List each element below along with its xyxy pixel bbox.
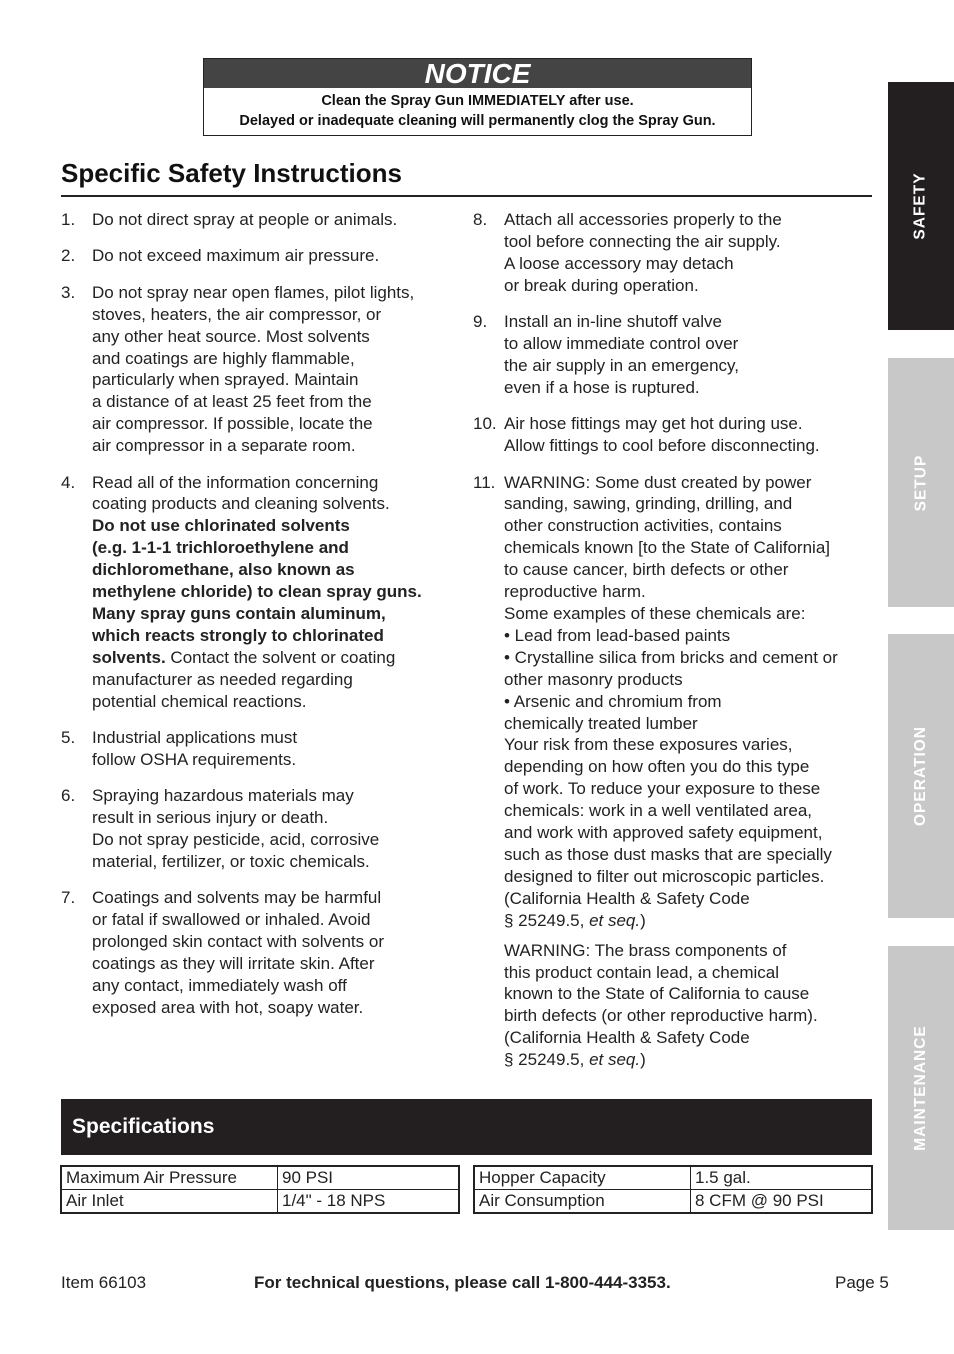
item-text: Spraying hazardous materials may result in serious injury or death. Do not spray pesticide, acid, corrosive material, fertilizer, or toxic chemicals. [92,786,380,872]
item-number: 2. [61,246,76,266]
item-number: 9. [473,312,488,332]
item-text-tail: Contact the solvent or coating manufacturer as needed regarding potential chemical reactions. [92,647,396,711]
instructions-left-column [61,209,456,1033]
notice-line-2: Delayed or inadequate cleaning will permanently clog the Spray Gun. [239,112,716,129]
item-number: 10. [473,414,497,434]
spec-value: 1.5 gal. [691,1167,872,1190]
spec-value: 90 PSI [278,1167,459,1190]
item-text: Do not exceed maximum air pressure. [92,246,380,266]
list-item [473,472,873,932]
item-text: Do not direct spray at people or animals. [92,210,398,229]
footer-support-phone: For technical questions, please call 1-800-444-3353. [254,1273,671,1292]
dust-warning-text: WARNING: Some dust created by power sanding, sawing, grinding, drilling, and other construction activities, contains chemicals known [to the State of California] to cause cancer, birth defects or other reproductive harm. Some examples of these chemicals are: • Lead from lead-based paints • Crystalline silica from bricks and cement or other masonry products • Arsenic and chromium from chemically treated lumber Your risk from these exposures varies, depending on how often you do this type of work. To reduce your exposure to these chemicals: work in a well ventilated area, and work with approved safety equipment, such as those dust masks that are specially designed to filter out microscopic particles. (California Health & Safety Code § 25249.5, [504,472,838,930]
notice-body [204,88,751,131]
spec-label: Air Inlet [62,1190,278,1213]
close-paren: ) [640,1050,646,1070]
tab-label: MAINTENANCE [912,1025,929,1151]
list-item [61,282,456,457]
spec-label: Maximum Air Pressure [62,1167,278,1190]
item-number: 1. [61,210,76,229]
item-number: 4. [61,472,76,492]
spec-table-left [61,1166,459,1213]
tab-maintenance[interactable] [888,946,954,1230]
et-seq-italic: et seq. [589,1050,641,1070]
table-row [62,1190,459,1213]
table-row [475,1167,872,1190]
item-text: Industrial applications must follow OSHA requirements. [92,728,298,769]
item-text: Air hose fittings may get hot during use. Allow fittings to cool before disconnecting. [504,414,820,456]
specifications-title: Specifications [72,1115,215,1138]
tab-setup[interactable] [888,358,954,607]
item-number: 7. [61,888,76,908]
list-item [473,311,873,399]
item-text: Attach all accessories properly to the tool before connecting the air supply. A loose accessory may detach or break during operation. [504,210,782,295]
notice-box [203,58,752,136]
list-item [473,413,873,457]
table-row [475,1190,872,1213]
specifications-header [61,1099,872,1155]
spec-table-right [474,1166,872,1213]
footer-page-number: Page 5 [835,1273,889,1292]
notice-line-1: Clean the Spray Gun IMMEDIATELY after use. [321,93,634,109]
item-text: Install an in-line shutoff valve to allow immediate control over the air supply in an emergency, even if a hose is ruptured. [504,312,739,397]
chlorinated-solvent-warning: Do not use chlorinated solvents (e.g. 1-1-1 trichloroethylene and dichloromethane, also known as methylene chloride) to clean spray guns. Many spray guns contain aluminum, which reacts strongly to chlorinated solvents. [92,516,422,667]
table-row [62,1167,459,1190]
tab-label: SETUP [912,454,929,511]
list-item [61,785,456,873]
tab-label: OPERATION [912,726,929,826]
spec-value: 8 CFM @ 90 PSI [691,1190,872,1213]
list-item [61,245,456,267]
list-item [61,727,456,771]
close-paren: ) [640,910,646,930]
instructions-right-column [473,209,873,1086]
list-item [61,209,456,231]
item-text [504,940,873,1071]
brass-warning-text: WARNING: The brass components of this product contain lead, a chemical known to the State of California to cause birth defects (or other reproductive harm). (California Health & Safety Code § 25249.5, [504,940,818,1070]
spec-value: 1/4" - 18 NPS [278,1190,459,1213]
brass-warning [473,940,873,1071]
heading-rule [61,195,872,197]
item-number: 8. [473,210,488,229]
list-item [61,472,456,713]
list-item [473,209,873,297]
page-title: Specific Safety Instructions [61,158,402,188]
item-number: 3. [61,282,76,302]
et-seq-italic: et seq. [589,910,641,930]
item-text: Do not spray near open flames, pilot lights, stoves, heaters, the air compressor, or any other heat source. Most solvents and coatings are highly flammable, particularly when sprayed. Maintain a distance of at least 25 feet from the air compressor. If possible, locate the air compressor in a separate room. [92,282,415,456]
list-item [61,887,456,1018]
spec-label: Air Consumption [475,1190,691,1213]
item-text-intro: Read all of the information concerning coating products and cleaning solvents. [92,472,390,514]
item-number: 11. [473,472,496,492]
footer-item-number: Item 66103 [61,1273,147,1292]
item-text [504,472,873,932]
tab-label: SAFETY [912,172,929,240]
notice-title: NOTICE [204,59,751,88]
spec-label: Hopper Capacity [475,1167,691,1190]
tab-safety[interactable] [888,82,954,330]
item-text: Coatings and solvents may be harmful or fatal if swallowed or inhaled. Avoid prolonged skin contact with solvents or coatings as they will irritate skin. After any contact, immediately wash off exposed area with hot, soapy water. [92,888,384,1017]
tab-operation[interactable] [888,634,954,918]
item-text [92,472,456,713]
item-number: 6. [61,786,76,806]
item-number: 5. [61,728,76,748]
